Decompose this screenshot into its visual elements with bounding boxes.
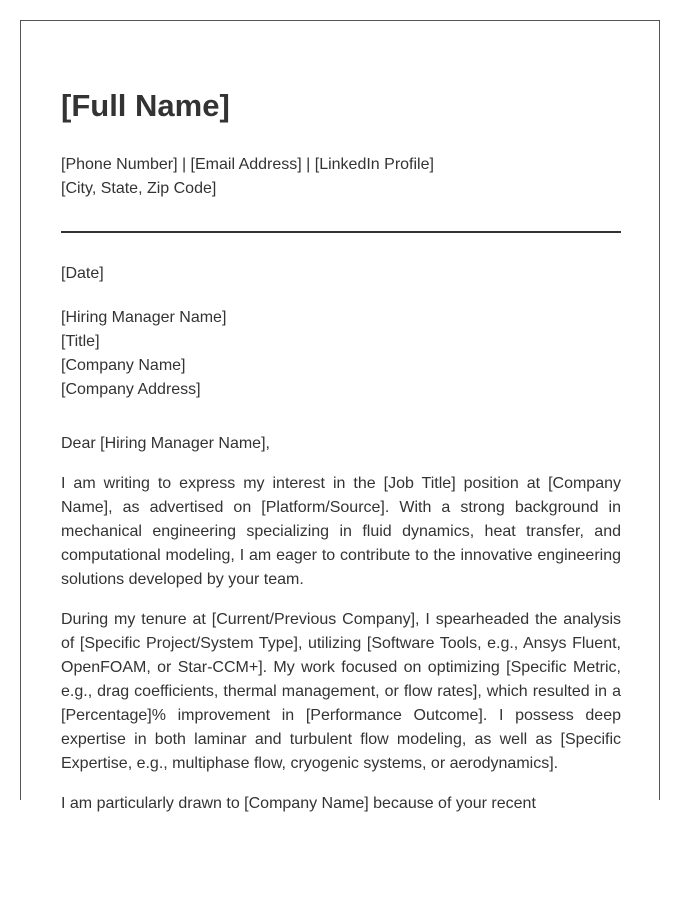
full-name-heading: [Full Name] [61,88,230,123]
salutation: Dear [Hiring Manager Name], [61,435,270,452]
recipient-company-name: [Company Name] [61,357,186,374]
letter-date: [Date] [61,265,104,282]
letter-content [61,87,621,832]
recipient-title: [Title] [61,333,100,350]
contact-block [61,153,621,201]
recipient-company-address: [Company Address] [61,381,201,398]
body-paragraph-3: I am particularly drawn to [Company Name] because of your recent [61,795,536,812]
header-divider [61,231,621,233]
recipient-block [61,306,621,402]
recipient-hiring-manager: [Hiring Manager Name] [61,309,227,326]
contact-line: [Phone Number] | [Email Address] | [LinkedIn Profile] [61,156,434,173]
letter-page [20,20,660,812]
body-paragraph-2: During my tenure at [Current/Previous Company], I spearheaded the analysis of [Specific Project/System Type], utilizing [Software Tools, e.g., Ansys Fluent, OpenFOAM, or Star-CCM+]. My work focused on optimizing [Specific Metric, e.g., drag coefficients, thermal management, or flow rates], which resulted in a [Percentage]% improvement in [Performance Outcome]. I possess deep expertise in both laminar and turbulent flow modeling, as well as [Specific Expertise, e.g., multiphase flow, cryogenic systems, or aerodynamics]. [61,611,621,772]
location-line: [City, State, Zip Code] [61,180,217,197]
body-paragraph-1: I am writing to express my interest in the [Job Title] position at [Company Name], as advertised on [Platform/Source]. With a strong background in mechanical engineering specializing in fluid dynamics, heat transfer, and computational modeling, I am eager to contribute to the innovative engineering solutions developed by your team. [61,475,621,588]
